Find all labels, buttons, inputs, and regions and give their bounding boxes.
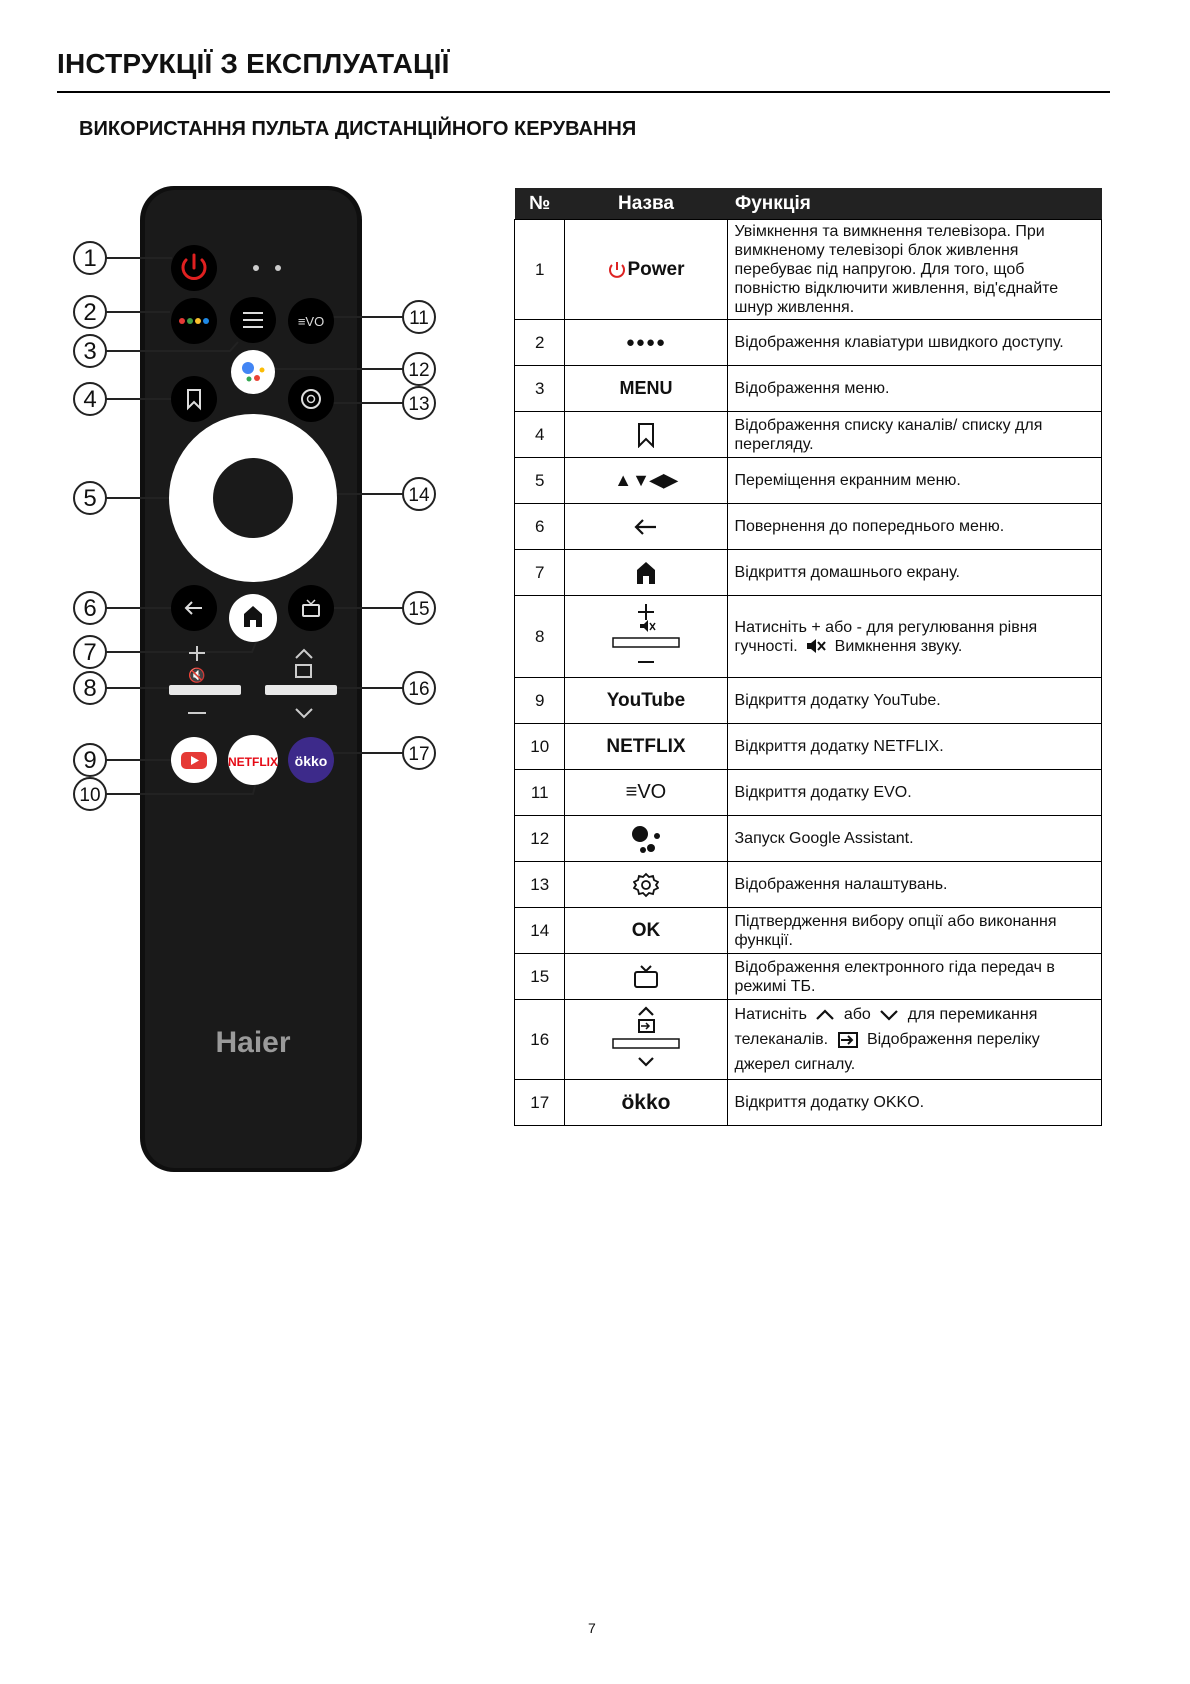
okko-label: ökko [294, 753, 328, 769]
title-rule [57, 91, 1110, 93]
remote-dpad [169, 414, 337, 582]
table-row [515, 550, 1102, 596]
svg-text:4: 4 [83, 386, 97, 413]
row-function: Відображення меню. [727, 366, 1101, 412]
svg-text:9: 9 [83, 747, 97, 774]
okko-label: ökko [565, 1080, 727, 1126]
remote-back-button [171, 585, 217, 631]
svg-text:3: 3 [83, 338, 97, 365]
mute-icon [806, 638, 826, 654]
netflix-label: NETFLIX [228, 755, 278, 769]
svg-text:2: 2 [83, 299, 97, 326]
row-name: MENU [565, 366, 727, 412]
callout-1-label: 1 [83, 245, 97, 272]
remote-tv-button [288, 585, 334, 631]
remote-youtube-button [171, 737, 217, 783]
svg-text:10: 10 [79, 785, 101, 806]
row-name [565, 862, 727, 908]
row-function: Відкриття додатку NETFLIX. [727, 724, 1101, 770]
row-function: Переміщення екранним меню. [727, 458, 1101, 504]
row-name [565, 550, 727, 596]
table-row [515, 770, 1102, 816]
table-row [515, 504, 1102, 550]
svg-text:12: 12 [408, 360, 430, 381]
row-name [565, 954, 727, 1000]
table-row [515, 366, 1102, 412]
callout-15 [403, 592, 435, 624]
row-number: 7 [515, 550, 565, 596]
row-name [565, 596, 727, 678]
settings-icon [633, 872, 659, 898]
dots-icon: ●●●● [565, 320, 727, 366]
row-number: 2 [515, 320, 565, 366]
mute-text: Вимкнення звуку. [834, 637, 963, 655]
table-row [515, 724, 1102, 770]
brand-logo: Haier [215, 1026, 291, 1059]
row-number: 11 [515, 770, 565, 816]
row-number: 3 [515, 366, 565, 412]
led-dot [275, 265, 281, 271]
table-row [515, 412, 1102, 458]
table-row [515, 678, 1102, 724]
row-function: Відкриття додатку EVO. [727, 770, 1101, 816]
remote-functions-table [514, 188, 1102, 1126]
remote-assistant-button [231, 350, 275, 394]
svg-text:11: 11 [409, 308, 429, 329]
page-number: 7 [588, 1620, 596, 1636]
power-icon [607, 260, 627, 280]
row-name [565, 1000, 727, 1080]
remote-menu-button [230, 297, 276, 343]
table-row [515, 1080, 1102, 1126]
input-source-icon [837, 1031, 859, 1049]
row-number: 1 [515, 220, 565, 320]
channel-text-c: для перемикання телеканалів. [734, 1006, 1038, 1048]
channel-text-a: Натисніть [734, 1006, 807, 1023]
svg-text:17: 17 [408, 744, 430, 765]
row-function: Запуск Google Assistant. [727, 816, 1101, 862]
row-function: Відкриття домашнього екрану. [727, 550, 1101, 596]
chevron-down-icon [879, 1009, 899, 1021]
callout-1 [74, 242, 106, 274]
row-number: 14 [515, 908, 565, 954]
remote-evo-button [288, 298, 334, 344]
callout-3 [74, 335, 106, 367]
row-function: Відображення налаштувань. [727, 862, 1101, 908]
volume-bar [169, 685, 241, 695]
row-number: 13 [515, 862, 565, 908]
callout-5 [74, 482, 106, 514]
callout-17 [403, 737, 435, 769]
row-name: OK [565, 908, 727, 954]
back-arrow-icon [633, 517, 659, 537]
svg-text:16: 16 [408, 679, 430, 700]
row-function: Відкриття додатку OKKO. [727, 1080, 1101, 1126]
channel-bar [265, 685, 337, 695]
bookmark-icon [636, 422, 656, 448]
row-function: Відкриття додатку YouTube. [727, 678, 1101, 724]
svg-text:13: 13 [408, 394, 430, 415]
row-function: Відображення електронного гіда передач в режимі ТБ. [727, 954, 1101, 1000]
svg-text:15: 15 [408, 599, 430, 620]
row-number: 6 [515, 504, 565, 550]
callout-12 [403, 353, 435, 385]
table-row [515, 816, 1102, 862]
svg-text:14: 14 [408, 485, 430, 506]
row-number: 12 [515, 816, 565, 862]
volume-text: Натисніть + або - для регулювання рівня гучності. [734, 618, 1038, 655]
table-row [515, 220, 1102, 320]
remote-home-button [229, 594, 277, 642]
header-number: № [515, 188, 565, 220]
callout-14 [403, 478, 435, 510]
evo-icon: ≡VO [565, 770, 727, 816]
home-icon [635, 561, 657, 585]
row-name [565, 220, 727, 320]
table-row [515, 458, 1102, 504]
row-number: 10 [515, 724, 565, 770]
netflix-label: NETFLIX [565, 724, 727, 770]
led-dot [253, 265, 259, 271]
svg-text:🔇: 🔇 [188, 667, 206, 683]
row-function: Підтвердження вибору опції або виконання функції. [727, 908, 1101, 954]
callout-7 [74, 636, 106, 668]
svg-text:5: 5 [83, 485, 97, 512]
evo-label: ≡VO [297, 314, 325, 329]
tv-icon [633, 965, 659, 989]
callout-2 [74, 296, 106, 328]
callout-11 [403, 301, 435, 333]
callout-10 [74, 778, 106, 810]
google-assistant-icon [629, 824, 663, 854]
chevron-up-icon [815, 1009, 835, 1021]
table-row [515, 908, 1102, 954]
remote-control-illustration [60, 180, 480, 1180]
row-function [727, 1000, 1101, 1080]
remote-power-button [171, 245, 217, 291]
row-name [565, 412, 727, 458]
row-function: Відображення клавіатури швидкого доступу. [727, 320, 1101, 366]
row-name [565, 504, 727, 550]
svg-text:6: 6 [83, 595, 97, 622]
row-function [727, 596, 1101, 678]
power-label: Power [627, 258, 685, 280]
page-title: ІНСТРУКЦІЇ З ЕКСПЛУАТАЦІЇ [57, 48, 450, 79]
remote-netflix-button [228, 735, 278, 785]
table-row [515, 320, 1102, 366]
row-number: 16 [515, 1000, 565, 1080]
row-number: 15 [515, 954, 565, 1000]
row-number: 9 [515, 678, 565, 724]
remote-settings-button [288, 376, 334, 422]
callout-16 [403, 672, 435, 704]
channel-text-d: Відображення переліку джерел сигналу. [734, 1031, 1040, 1073]
arrows-icon: ▲▼◀▶ [565, 458, 727, 504]
table-row [515, 862, 1102, 908]
table-row [515, 954, 1102, 1000]
callout-13 [403, 387, 435, 419]
callout-9 [74, 744, 106, 776]
remote-okko-button [288, 737, 334, 783]
row-function: Повернення до попереднього меню. [727, 504, 1101, 550]
youtube-label: YouTube [565, 678, 727, 724]
callout-8 [74, 672, 106, 704]
channel-rocker-icon [611, 1006, 681, 1074]
table-row [515, 1000, 1102, 1080]
row-number: 5 [515, 458, 565, 504]
volume-rocker-icon [611, 602, 681, 672]
remote-dots-button [171, 298, 217, 344]
row-number: 8 [515, 596, 565, 678]
channel-text-b: або [843, 1006, 871, 1023]
callout-4 [74, 383, 106, 415]
row-function: Увімкнення та вимкнення телевізора. При вимкненому телевізорі блок живлення перебуває під напругою. Для того, щоб повністю відключити живлення, від'єднайте шнур живлення. [727, 220, 1101, 320]
table-header-row [515, 188, 1102, 220]
row-number: 17 [515, 1080, 565, 1126]
svg-text:7: 7 [83, 639, 97, 666]
remote-bookmark-button [171, 376, 217, 422]
section-subtitle: ВИКОРИСТАННЯ ПУЛЬТА ДИСТАНЦІЙНОГО КЕРУВАННЯ [79, 118, 637, 140]
header-name: Назва [565, 188, 727, 220]
callout-6 [74, 592, 106, 624]
header-function: Функція [727, 188, 1101, 220]
row-function: Відображення списку каналів/ списку для перегляду. [727, 412, 1101, 458]
row-name [565, 816, 727, 862]
row-number: 4 [515, 412, 565, 458]
svg-text:8: 8 [83, 675, 97, 702]
table-row [515, 596, 1102, 678]
